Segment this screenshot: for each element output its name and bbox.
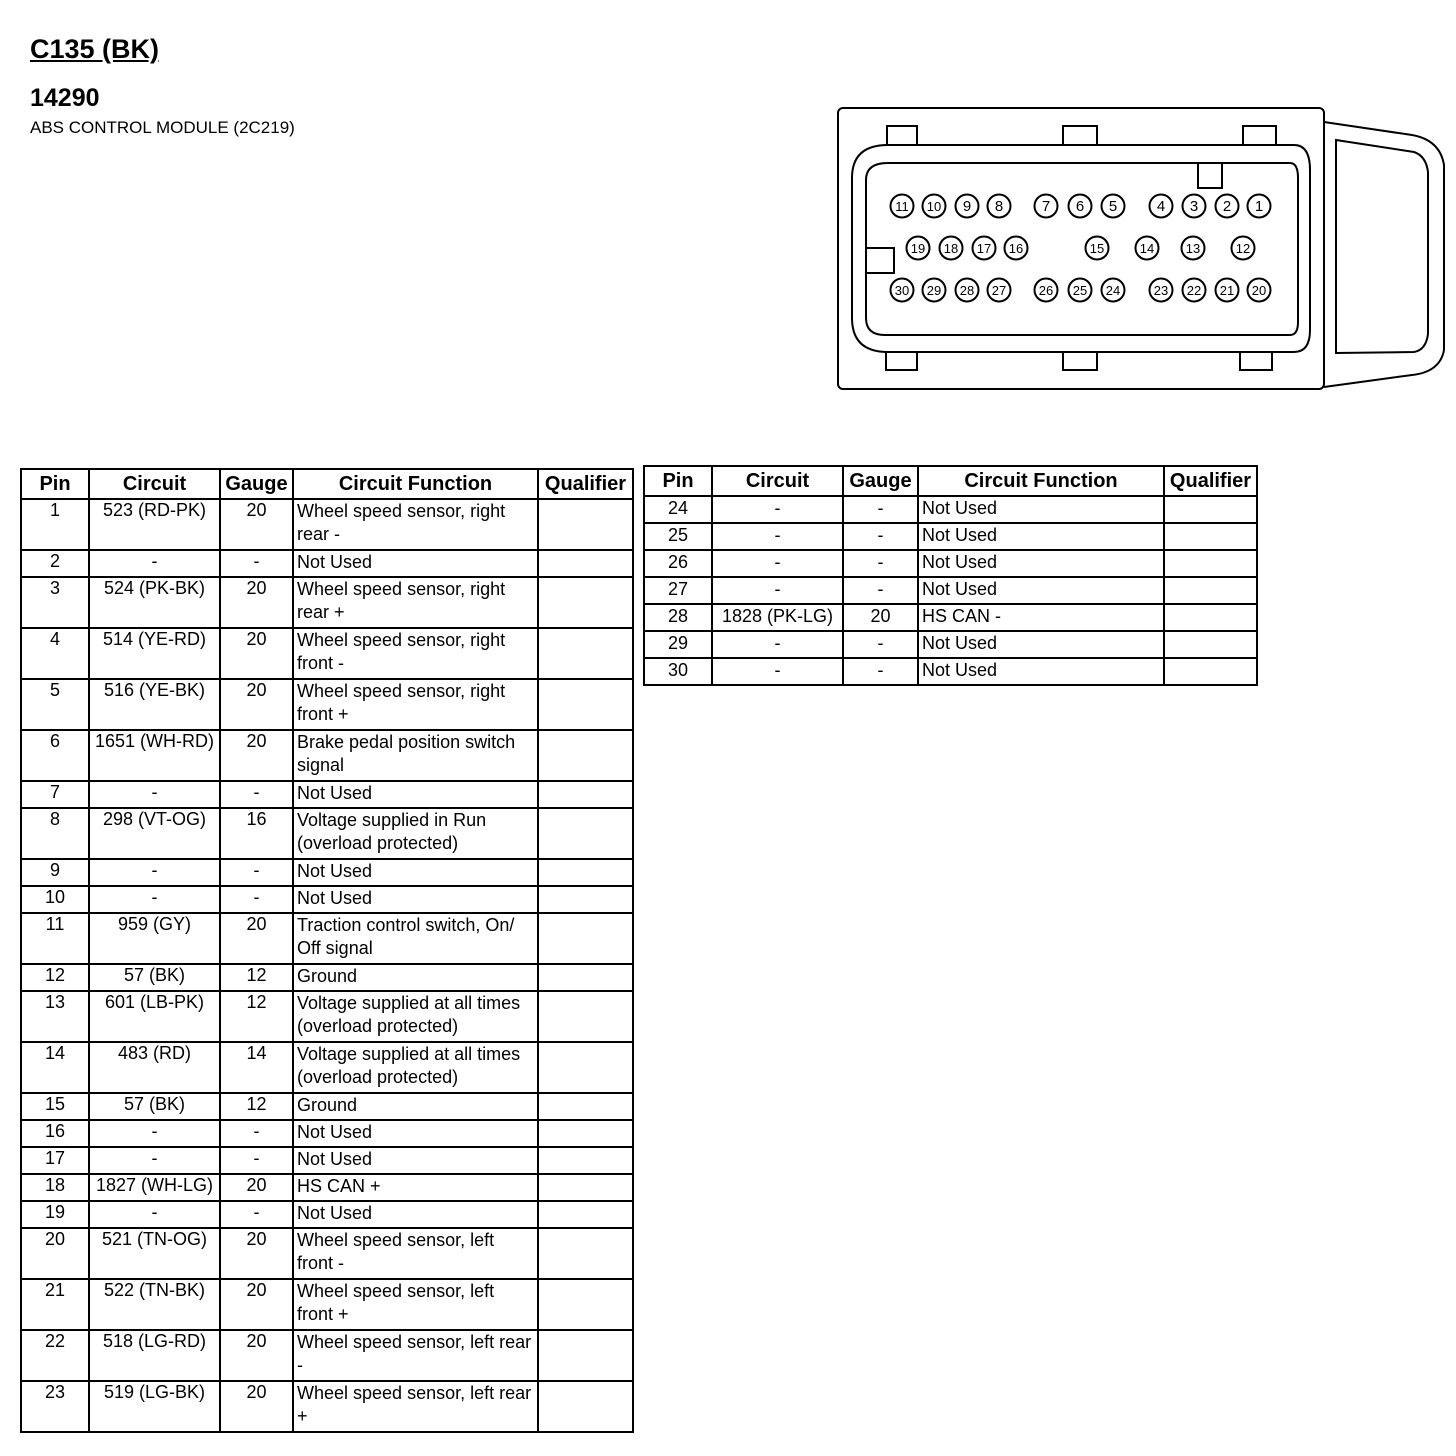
- pin-cell: 18: [21, 1174, 89, 1201]
- circuit-cell: -: [712, 550, 843, 577]
- connector-pin: [907, 237, 930, 260]
- circuit-cell: -: [712, 631, 843, 658]
- connector-pin: [1248, 195, 1271, 218]
- connector-pin-label: 10: [926, 199, 942, 214]
- polarization-key-left: [866, 248, 894, 273]
- qualifier-cell: [538, 1042, 633, 1093]
- gauge-cell: -: [843, 631, 918, 658]
- gauge-cell: 12: [220, 1093, 293, 1120]
- table-row: [21, 1228, 633, 1279]
- connector-pin-label: 17: [976, 241, 992, 256]
- circuit-cell: 959 (GY): [89, 913, 220, 964]
- connector-pin: [1232, 237, 1255, 260]
- gauge-cell: 20: [220, 679, 293, 730]
- column-header-gauge: Gauge: [843, 466, 918, 496]
- function-cell: Not Used: [293, 1201, 538, 1228]
- polarization-key-top: [1198, 163, 1222, 188]
- table-row: [644, 658, 1257, 685]
- table-row: [21, 730, 633, 781]
- pin-cell: 13: [21, 991, 89, 1042]
- pin-cell: 21: [21, 1279, 89, 1330]
- function-cell: Traction control switch, On/ Off signal: [293, 913, 538, 964]
- pin-cell: 23: [21, 1381, 89, 1432]
- table-row: [21, 859, 633, 886]
- column-header-function: Circuit Function: [918, 466, 1164, 496]
- qualifier-cell: [538, 886, 633, 913]
- table-row: [21, 1381, 633, 1432]
- table-row: [21, 577, 633, 628]
- qualifier-cell: [538, 1120, 633, 1147]
- pin-cell: 25: [644, 523, 712, 550]
- pin-cell: 22: [21, 1330, 89, 1381]
- connector-pin: [973, 237, 996, 260]
- table-row: [21, 964, 633, 991]
- table-row: [644, 550, 1257, 577]
- pin-cell: 7: [21, 781, 89, 808]
- circuit-cell: 1828 (PK-LG): [712, 604, 843, 631]
- table-row: [21, 1120, 633, 1147]
- gauge-cell: 20: [220, 730, 293, 781]
- pin-cell: 10: [21, 886, 89, 913]
- connector-pin: [1150, 279, 1173, 302]
- table-row: [21, 1201, 633, 1228]
- connector-pin: [988, 195, 1011, 218]
- table-body-right: [644, 496, 1257, 685]
- table-row: [21, 913, 633, 964]
- function-cell: Wheel speed sensor, right rear -: [293, 499, 538, 550]
- qualifier-cell: [538, 991, 633, 1042]
- circuit-cell: -: [89, 1147, 220, 1174]
- function-cell: HS CAN +: [293, 1174, 538, 1201]
- pin-cell: 29: [644, 631, 712, 658]
- gauge-cell: 20: [220, 628, 293, 679]
- function-cell: Not Used: [918, 496, 1164, 523]
- gauge-cell: -: [843, 550, 918, 577]
- connector-pin-label: 9: [962, 198, 972, 215]
- circuit-cell: 521 (TN-OG): [89, 1228, 220, 1279]
- qualifier-cell: [538, 1381, 633, 1432]
- connector-pin: [988, 279, 1011, 302]
- connector-pin-label: 3: [1189, 198, 1199, 215]
- module-number: 14290: [30, 84, 100, 112]
- circuit-cell: 514 (YE-RD): [89, 628, 220, 679]
- function-cell: Wheel speed sensor, right rear +: [293, 577, 538, 628]
- connector-pin: [1216, 279, 1239, 302]
- connector-pin-label: 4: [1156, 198, 1166, 215]
- table-row: [21, 991, 633, 1042]
- circuit-cell: -: [89, 1120, 220, 1147]
- function-cell: Voltage supplied at all times (overload protected): [293, 991, 538, 1042]
- circuit-cell: 57 (BK): [89, 964, 220, 991]
- gauge-cell: 20: [220, 1174, 293, 1201]
- qualifier-cell: [538, 964, 633, 991]
- gauge-cell: 20: [220, 1381, 293, 1432]
- connector-pin-label: 7: [1041, 198, 1051, 215]
- qualifier-cell: [538, 859, 633, 886]
- circuit-cell: -: [89, 550, 220, 577]
- gauge-cell: 20: [220, 913, 293, 964]
- connector-pin-label: 20: [1251, 283, 1267, 298]
- circuit-cell: -: [712, 496, 843, 523]
- connector-pin-label: 21: [1219, 283, 1235, 298]
- connector-pin: [940, 237, 963, 260]
- connector-pin: [891, 279, 914, 302]
- function-cell: Wheel speed sensor, left rear -: [293, 1330, 538, 1381]
- qualifier-cell: [538, 550, 633, 577]
- connector-pin: [1216, 195, 1239, 218]
- gauge-cell: -: [220, 1201, 293, 1228]
- column-header-qualifier: Qualifier: [538, 469, 633, 499]
- qualifier-cell: [1164, 658, 1257, 685]
- function-cell: Not Used: [293, 1147, 538, 1174]
- connector-pin-label: 19: [910, 241, 926, 256]
- gauge-cell: -: [220, 1147, 293, 1174]
- pin-cell: 27: [644, 577, 712, 604]
- function-cell: Not Used: [918, 658, 1164, 685]
- table-row: [21, 1093, 633, 1120]
- gauge-cell: -: [843, 658, 918, 685]
- connector-pin-label: 28: [959, 283, 975, 298]
- pin-cell: 3: [21, 577, 89, 628]
- qualifier-cell: [538, 913, 633, 964]
- table-row: [21, 679, 633, 730]
- function-cell: Wheel speed sensor, left front -: [293, 1228, 538, 1279]
- gauge-cell: 12: [220, 991, 293, 1042]
- connector-pin-label: 16: [1008, 241, 1024, 256]
- gauge-cell: -: [843, 577, 918, 604]
- function-cell: Wheel speed sensor, left front +: [293, 1279, 538, 1330]
- circuit-cell: 1827 (WH-LG): [89, 1174, 220, 1201]
- function-cell: Not Used: [918, 577, 1164, 604]
- column-header-circuit: Circuit: [89, 469, 220, 499]
- column-header-function: Circuit Function: [293, 469, 538, 499]
- table-row: [21, 886, 633, 913]
- qualifier-cell: [1164, 604, 1257, 631]
- gauge-cell: -: [220, 550, 293, 577]
- connector-pin: [956, 279, 979, 302]
- connector-pin: [1035, 195, 1058, 218]
- connector-pin-label: 25: [1072, 283, 1088, 298]
- gauge-cell: -: [220, 886, 293, 913]
- connector-pin-label: 11: [895, 199, 909, 214]
- circuit-cell: 522 (TN-BK): [89, 1279, 220, 1330]
- gauge-cell: 20: [220, 1279, 293, 1330]
- pinout-table-right: [643, 465, 1258, 686]
- gauge-cell: -: [843, 523, 918, 550]
- pin-cell: 19: [21, 1201, 89, 1228]
- circuit-cell: 524 (PK-BK): [89, 577, 220, 628]
- pin-cell: 17: [21, 1147, 89, 1174]
- column-header-pin: Pin: [21, 469, 89, 499]
- pin-layer: [891, 195, 1271, 302]
- connector-pin-label: 1: [1254, 198, 1264, 215]
- connector-pin: [1102, 279, 1125, 302]
- function-cell: Ground: [293, 964, 538, 991]
- connector-pin: [1136, 237, 1159, 260]
- qualifier-cell: [538, 1279, 633, 1330]
- gauge-cell: -: [220, 859, 293, 886]
- column-header-circuit: Circuit: [712, 466, 843, 496]
- qualifier-cell: [538, 628, 633, 679]
- pin-cell: 14: [21, 1042, 89, 1093]
- qualifier-cell: [538, 577, 633, 628]
- table-body-left: [21, 499, 633, 1432]
- qualifier-cell: [1164, 523, 1257, 550]
- connector-pin: [891, 195, 914, 218]
- connector-pin: [1086, 237, 1109, 260]
- function-cell: Not Used: [293, 781, 538, 808]
- connector-pin: [1182, 237, 1205, 260]
- circuit-cell: -: [89, 781, 220, 808]
- function-cell: Not Used: [293, 1120, 538, 1147]
- pin-cell: 20: [21, 1228, 89, 1279]
- connector-pin: [923, 279, 946, 302]
- gauge-cell: 14: [220, 1042, 293, 1093]
- qualifier-cell: [538, 499, 633, 550]
- connector-pin-label: 23: [1153, 283, 1169, 298]
- gauge-cell: 20: [220, 577, 293, 628]
- function-cell: Voltage supplied at all times (overload protected): [293, 1042, 538, 1093]
- connector-pin-label: 6: [1075, 198, 1085, 215]
- table-row: [644, 604, 1257, 631]
- connector-pin-label: 15: [1089, 241, 1105, 256]
- qualifier-cell: [1164, 550, 1257, 577]
- table-row: [21, 781, 633, 808]
- circuit-cell: -: [712, 577, 843, 604]
- table-row: [21, 1279, 633, 1330]
- circuit-cell: -: [89, 859, 220, 886]
- pin-cell: 9: [21, 859, 89, 886]
- connector-pin: [1150, 195, 1173, 218]
- circuit-cell: 518 (LG-RD): [89, 1330, 220, 1381]
- qualifier-cell: [538, 1147, 633, 1174]
- qualifier-cell: [1164, 496, 1257, 523]
- circuit-cell: -: [712, 658, 843, 685]
- pin-cell: 30: [644, 658, 712, 685]
- pin-cell: 1: [21, 499, 89, 550]
- gauge-cell: 12: [220, 964, 293, 991]
- table-header-row: [21, 469, 633, 499]
- qualifier-cell: [538, 1330, 633, 1381]
- pin-cell: 28: [644, 604, 712, 631]
- connector-pin: [1183, 279, 1206, 302]
- function-cell: Voltage supplied in Run (overload protected): [293, 808, 538, 859]
- column-header-qualifier: Qualifier: [1164, 466, 1257, 496]
- module-name: ABS CONTROL MODULE (2C219): [30, 118, 295, 137]
- pin-cell: 26: [644, 550, 712, 577]
- qualifier-cell: [538, 808, 633, 859]
- table-row: [21, 1174, 633, 1201]
- connector-pin: [1005, 237, 1028, 260]
- qualifier-cell: [538, 1201, 633, 1228]
- column-header-gauge: Gauge: [220, 469, 293, 499]
- table-row: [644, 577, 1257, 604]
- connector-face-diagram: [830, 100, 1450, 395]
- pin-cell: 12: [21, 964, 89, 991]
- function-cell: HS CAN -: [918, 604, 1164, 631]
- function-cell: Not Used: [293, 886, 538, 913]
- qualifier-cell: [538, 679, 633, 730]
- connector-pin: [1035, 279, 1058, 302]
- table-row: [644, 523, 1257, 550]
- connector-pin: [1069, 195, 1092, 218]
- table-row: [21, 499, 633, 550]
- table-row: [644, 496, 1257, 523]
- connector-pin: [1102, 195, 1125, 218]
- function-cell: Ground: [293, 1093, 538, 1120]
- connector-pin-label: 29: [926, 283, 942, 298]
- table-row: [644, 631, 1257, 658]
- pin-cell: 16: [21, 1120, 89, 1147]
- circuit-cell: 519 (LG-BK): [89, 1381, 220, 1432]
- qualifier-cell: [538, 730, 633, 781]
- pin-cell: 24: [644, 496, 712, 523]
- gauge-cell: 20: [843, 604, 918, 631]
- circuit-cell: -: [89, 1201, 220, 1228]
- pin-cell: 5: [21, 679, 89, 730]
- function-cell: Wheel speed sensor, right front -: [293, 628, 538, 679]
- pin-cell: 4: [21, 628, 89, 679]
- function-cell: Brake pedal position switch signal: [293, 730, 538, 781]
- function-cell: Not Used: [918, 550, 1164, 577]
- circuit-cell: 601 (LB-PK): [89, 991, 220, 1042]
- table-row: [21, 808, 633, 859]
- circuit-cell: 483 (RD): [89, 1042, 220, 1093]
- connector-pin: [923, 195, 946, 218]
- connector-id: C135 (BK): [30, 34, 160, 64]
- circuit-cell: 57 (BK): [89, 1093, 220, 1120]
- circuit-cell: 298 (VT-OG): [89, 808, 220, 859]
- qualifier-cell: [1164, 577, 1257, 604]
- connector-pin: [956, 195, 979, 218]
- connector-pin: [1069, 279, 1092, 302]
- circuit-cell: -: [712, 523, 843, 550]
- function-cell: Wheel speed sensor, right front +: [293, 679, 538, 730]
- connector-pin-label: 8: [994, 198, 1004, 215]
- table-row: [21, 1147, 633, 1174]
- connector-pin-label: 5: [1108, 198, 1118, 215]
- gauge-cell: 20: [220, 1228, 293, 1279]
- connector-pin-label: 27: [991, 283, 1007, 298]
- connector-pin: [1248, 279, 1271, 302]
- circuit-cell: 523 (RD-PK): [89, 499, 220, 550]
- gauge-cell: 20: [220, 499, 293, 550]
- table-row: [21, 1330, 633, 1381]
- gauge-cell: -: [220, 1120, 293, 1147]
- gauge-cell: -: [220, 781, 293, 808]
- pin-cell: 15: [21, 1093, 89, 1120]
- connector-pin-label: 12: [1235, 241, 1251, 256]
- pin-cell: 8: [21, 808, 89, 859]
- connector-pin-label: 2: [1222, 198, 1232, 215]
- qualifier-cell: [1164, 631, 1257, 658]
- connector-pin-label: 30: [894, 283, 910, 298]
- gauge-cell: 16: [220, 808, 293, 859]
- circuit-cell: 516 (YE-BK): [89, 679, 220, 730]
- pin-cell: 2: [21, 550, 89, 577]
- table-row: [21, 628, 633, 679]
- connector-pin-label: 13: [1185, 241, 1201, 256]
- connector-pin-label: 22: [1186, 283, 1202, 298]
- connector-pin-label: 18: [943, 241, 959, 256]
- connector-pin-label: 24: [1105, 283, 1121, 298]
- pin-cell: 6: [21, 730, 89, 781]
- connector-pin-label: 14: [1139, 241, 1155, 256]
- function-cell: Not Used: [918, 523, 1164, 550]
- table-row: [21, 550, 633, 577]
- function-cell: Not Used: [293, 859, 538, 886]
- connector-pin-label: 26: [1038, 283, 1054, 298]
- pin-cell: 11: [21, 913, 89, 964]
- function-cell: Not Used: [918, 631, 1164, 658]
- qualifier-cell: [538, 781, 633, 808]
- function-cell: Not Used: [293, 550, 538, 577]
- column-header-pin: Pin: [644, 466, 712, 496]
- circuit-cell: -: [89, 886, 220, 913]
- gauge-cell: -: [843, 496, 918, 523]
- qualifier-cell: [538, 1174, 633, 1201]
- function-cell: Wheel speed sensor, left rear +: [293, 1381, 538, 1432]
- table-row: [21, 1042, 633, 1093]
- connector-pin: [1183, 195, 1206, 218]
- gauge-cell: 20: [220, 1330, 293, 1381]
- table-header-row: [644, 466, 1257, 496]
- circuit-cell: 1651 (WH-RD): [89, 730, 220, 781]
- qualifier-cell: [538, 1228, 633, 1279]
- pinout-table-left: [20, 468, 634, 1433]
- qualifier-cell: [538, 1093, 633, 1120]
